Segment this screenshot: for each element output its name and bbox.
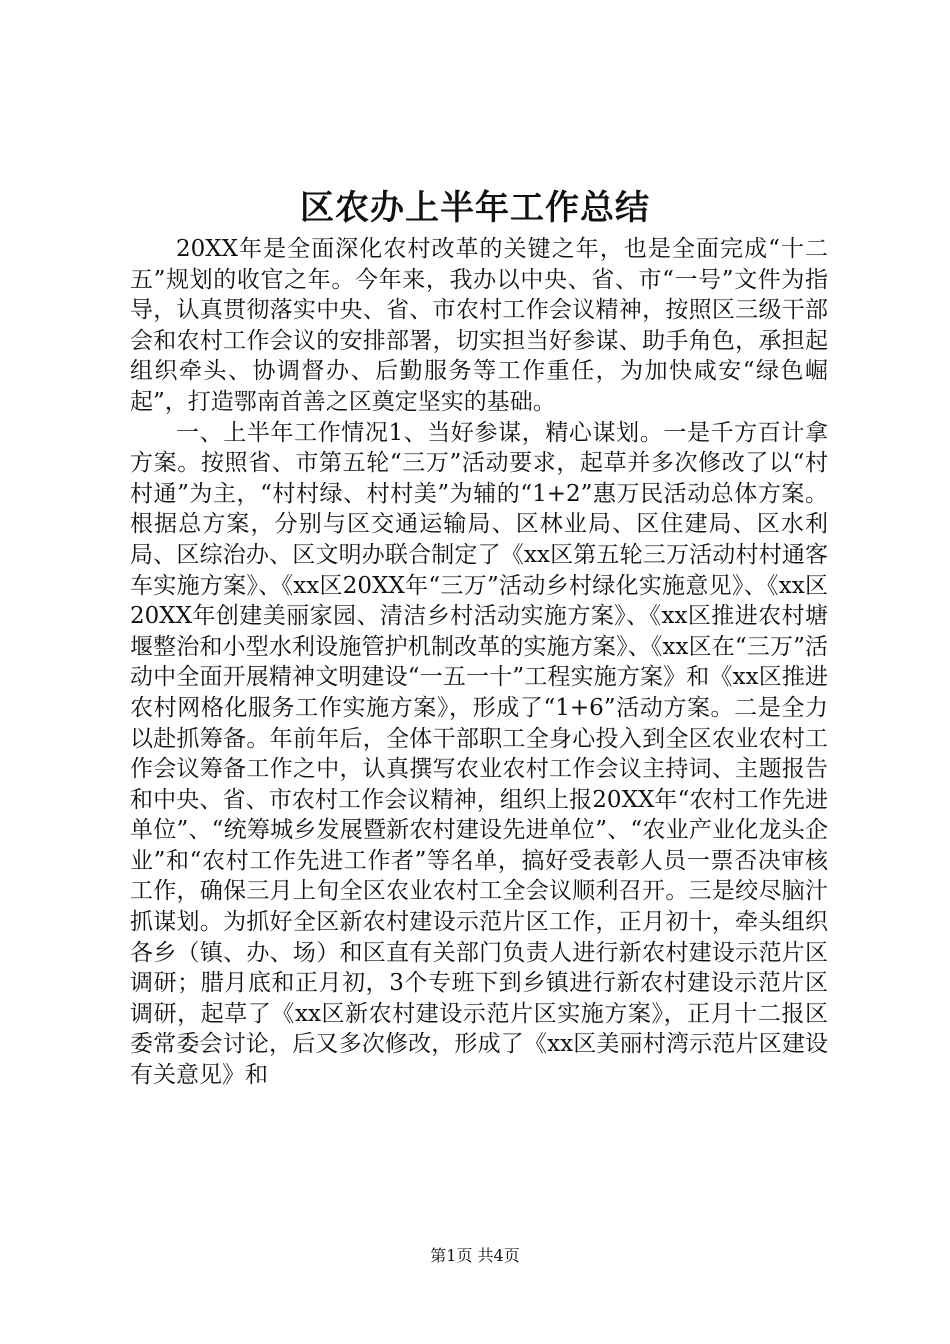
page-footer: 第1页 共4页 [430,1246,520,1265]
document-body [130,234,828,1091]
paragraph-intro: 20XX年是全面深化农村改革的关键之年，也是全面完成“十二五”规划的收官之年。今年来，我办以中央、省、市“一号”文件为指导，认真贯彻落实中央、省、市农村工作会议精神，按照区三级干部会和农村工作会议的安排部署，切实担当好参谋、助手角色，承担起组织牵头、协调督办、后勤服务等工作重任，为加快咸安“绿色崛起”，打造鄂南首善之区奠定坚实的基础。 [130,236,828,415]
paragraph-work-situation: 一、上半年工作情况1、当好参谋，精心谋划。一是千方百计拿方案。按照省、市第五轮“三万”活动要求，起草并多次修改了以“村村通”为主，“村村绿、村村美”为辅的“1+2”惠万民活动总体方案。根据总方案，分别与区交通运输局、区林业局、区住建局、区水利局、区综治办、区文明办联合制定了《xx区第五轮三万活动村村通客车实施方案》、《xx区20XX年“三万”活动乡村绿化实施意见》、《xx区20XX年创建美丽家园、清洁乡村活动实施方案》、《xx区推进农村塘堰整治和小型水利设施管护机制改革的实施方案》、《xx区在“三万”活动中全面开展精神文明建设“一五一十”工程实施方案》和《xx区推进农村网格化服务工作实施方案》，形成了“1+6”活动方案。二是全力以赴抓筹备。年前年后，全体干部职工全身心投入到全区农业农村工作会议筹备工作之中，认真撰写农业农村工作会议主持词、主题报告和中央、省、市农村工作会议精神，组织上报20XX年“农村工作先进单位”、“统筹城乡发展暨新农村建设先进单位”、“农业产业化龙头企业”和“农村工作先进工作者”等名单，搞好受表彰人员一票否决审核工作，确保三月上旬全区农业农村工全会议顺利召开。三是绞尽脑汁抓谋划。为抓好全区新农村建设示范片区工作，正月初十，牵头组织各乡（镇、办、场）和区直有关部门负责人进行新农村建设示范片区调研；腊月底和正月初，3个专班下到乡镇进行新农村建设示范片区调研，起草了《xx区新农村建设示范片区实施方案》，正月十二报区委常委会讨论，后又多次修改，形成了《xx区美丽村湾示范片区建设有关意见》和 [130,419,828,1089]
document-title: 区农办上半年工作总结 [300,188,650,228]
